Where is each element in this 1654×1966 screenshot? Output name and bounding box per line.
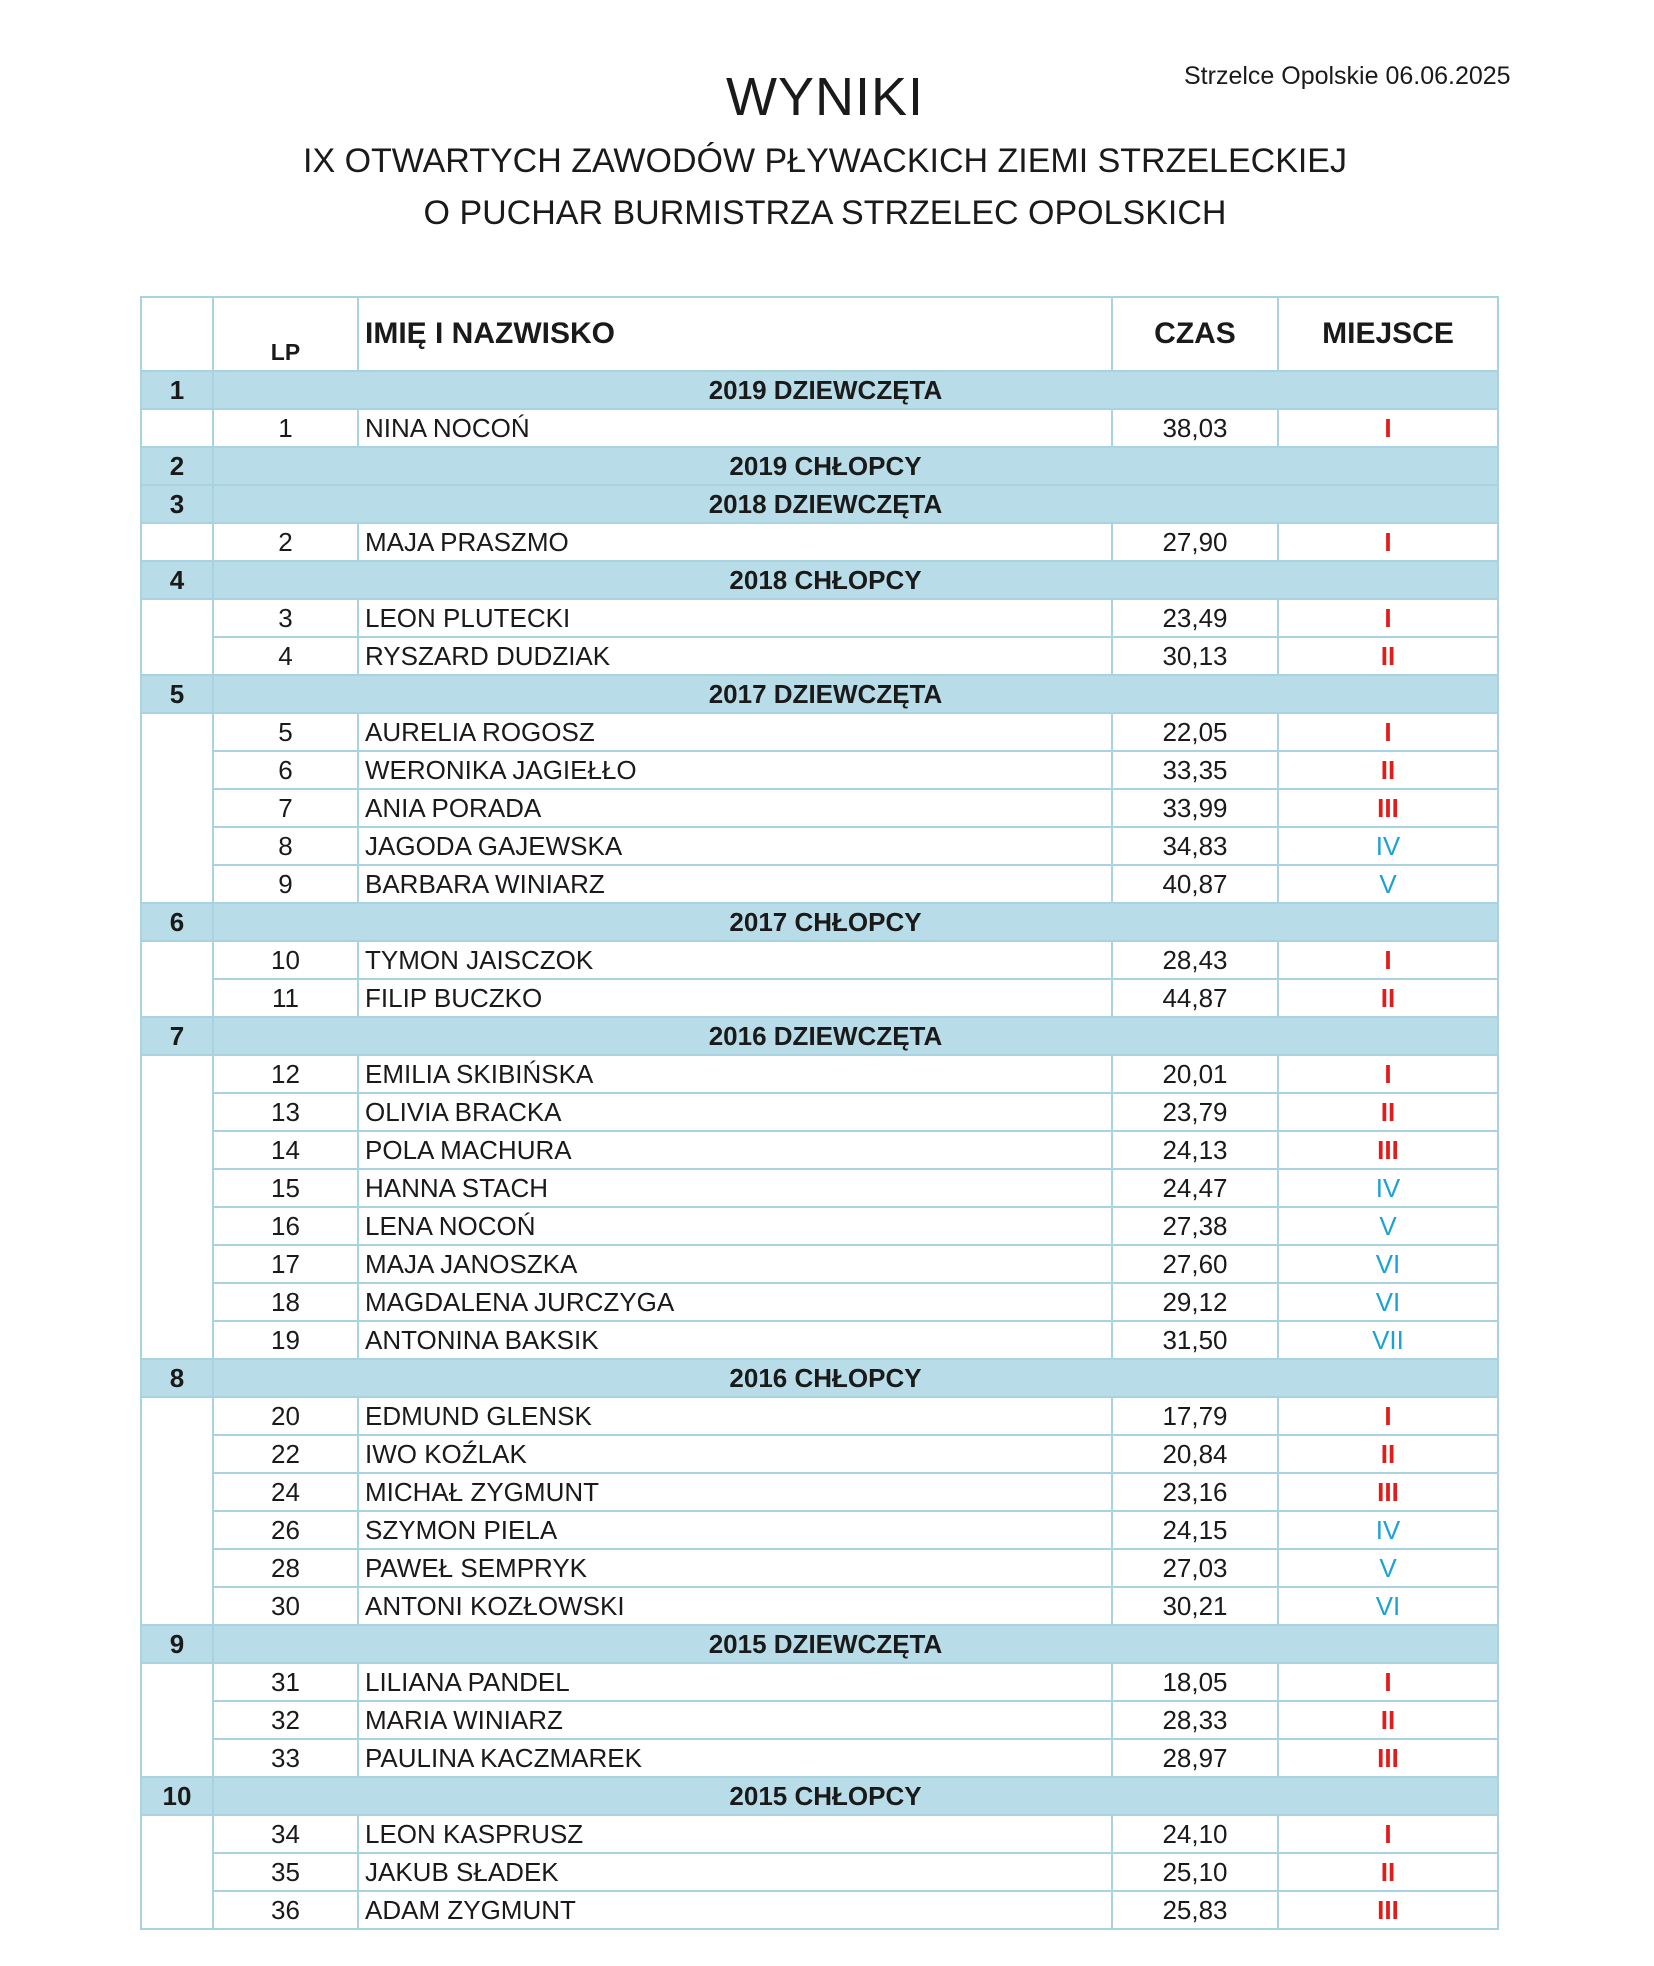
result-name: SZYMON PIELA [358, 1511, 1112, 1549]
result-time: 33,35 [1112, 751, 1278, 789]
result-lp: 22 [213, 1435, 358, 1473]
result-lp: 18 [213, 1283, 358, 1321]
category-number: 2 [141, 447, 213, 485]
result-lp: 7 [213, 789, 358, 827]
result-lp: 9 [213, 865, 358, 903]
table-row [141, 1055, 1498, 1093]
category-spacer-cell [141, 1397, 213, 1625]
result-name: IWO KOŹLAK [358, 1435, 1112, 1473]
result-place: IV [1278, 827, 1498, 865]
result-time: 33,99 [1112, 789, 1278, 827]
result-place: I [1278, 1815, 1498, 1853]
result-name: NINA NOCOŃ [358, 409, 1112, 447]
category-number: 9 [141, 1625, 213, 1663]
category-label: 2016 DZIEWCZĘTA [213, 1017, 1498, 1055]
category-row [141, 1359, 1498, 1397]
result-time: 27,60 [1112, 1245, 1278, 1283]
result-place: I [1278, 409, 1498, 447]
category-spacer-cell [141, 1663, 213, 1777]
result-time: 44,87 [1112, 979, 1278, 1017]
category-number: 5 [141, 675, 213, 713]
result-time: 40,87 [1112, 865, 1278, 903]
category-spacer-cell [141, 409, 213, 447]
result-place: I [1278, 523, 1498, 561]
table-row [141, 1283, 1498, 1321]
result-name: LENA NOCOŃ [358, 1207, 1112, 1245]
result-lp: 26 [213, 1511, 358, 1549]
category-number: 1 [141, 371, 213, 409]
result-time: 27,03 [1112, 1549, 1278, 1587]
table-row [141, 865, 1498, 903]
result-name: FILIP BUCZKO [358, 979, 1112, 1017]
table-row [141, 789, 1498, 827]
category-row [141, 903, 1498, 941]
result-time: 24,10 [1112, 1815, 1278, 1853]
table-header-row [141, 297, 1498, 371]
table-row [141, 713, 1498, 751]
category-row [141, 561, 1498, 599]
category-label: 2019 CHŁOPCY [213, 447, 1498, 485]
result-name: ANTONINA BAKSIK [358, 1321, 1112, 1359]
result-name: LEON PLUTECKI [358, 599, 1112, 637]
table-row [141, 941, 1498, 979]
result-place: I [1278, 1397, 1498, 1435]
result-name: HANNA STACH [358, 1169, 1112, 1207]
category-spacer-cell [141, 941, 213, 1017]
category-label: 2017 CHŁOPCY [213, 903, 1498, 941]
result-place: II [1278, 1701, 1498, 1739]
category-number: 6 [141, 903, 213, 941]
result-place: V [1278, 865, 1498, 903]
table-row [141, 409, 1498, 447]
result-time: 22,05 [1112, 713, 1278, 751]
result-place: II [1278, 637, 1498, 675]
results-table [140, 296, 1499, 1930]
table-row [141, 979, 1498, 1017]
category-label: 2017 DZIEWCZĘTA [213, 675, 1498, 713]
category-row [141, 371, 1498, 409]
result-place: VI [1278, 1283, 1498, 1321]
result-time: 30,21 [1112, 1587, 1278, 1625]
header-lp: LP [213, 297, 358, 371]
table-row [141, 751, 1498, 789]
result-lp: 20 [213, 1397, 358, 1435]
result-name: PAULINA KACZMAREK [358, 1739, 1112, 1777]
result-time: 24,15 [1112, 1511, 1278, 1549]
result-name: MAGDALENA JURCZYGA [358, 1283, 1112, 1321]
result-time: 28,43 [1112, 941, 1278, 979]
result-lp: 35 [213, 1853, 358, 1891]
result-name: AURELIA ROGOSZ [358, 713, 1112, 751]
header-name: IMIĘ I NAZWISKO [358, 297, 1112, 371]
result-name: JAGODA GAJEWSKA [358, 827, 1112, 865]
table-row [141, 1891, 1498, 1929]
result-place: I [1278, 941, 1498, 979]
table-row [141, 1245, 1498, 1283]
result-time: 31,50 [1112, 1321, 1278, 1359]
result-lp: 3 [213, 599, 358, 637]
category-label: 2016 CHŁOPCY [213, 1359, 1498, 1397]
result-place: IV [1278, 1511, 1498, 1549]
result-lp: 34 [213, 1815, 358, 1853]
document-date-place: Strzelce Opolskie 06.06.2025 [1184, 62, 1511, 90]
result-name: ANIA PORADA [358, 789, 1112, 827]
result-lp: 30 [213, 1587, 358, 1625]
result-name: MAJA JANOSZKA [358, 1245, 1112, 1283]
results-table-body [141, 297, 1498, 1929]
table-row [141, 1321, 1498, 1359]
table-row [141, 523, 1498, 561]
result-time: 20,84 [1112, 1435, 1278, 1473]
result-time: 23,79 [1112, 1093, 1278, 1131]
result-name: OLIVIA BRACKA [358, 1093, 1112, 1131]
result-place: V [1278, 1549, 1498, 1587]
result-time: 30,13 [1112, 637, 1278, 675]
result-time: 20,01 [1112, 1055, 1278, 1093]
result-name: EDMUND GLENSK [358, 1397, 1112, 1435]
result-time: 27,90 [1112, 523, 1278, 561]
result-lp: 10 [213, 941, 358, 979]
result-place: I [1278, 1055, 1498, 1093]
category-row [141, 447, 1498, 485]
category-label: 2018 DZIEWCZĘTA [213, 485, 1498, 523]
result-name: WERONIKA JAGIEŁŁO [358, 751, 1112, 789]
result-name: LEON KASPRUSZ [358, 1815, 1112, 1853]
result-lp: 6 [213, 751, 358, 789]
document-subtitle-line-2: O PUCHAR BURMISTRZA STRZELEC OPOLSKICH [423, 194, 1227, 232]
result-time: 27,38 [1112, 1207, 1278, 1245]
result-lp: 31 [213, 1663, 358, 1701]
header-group-cell [141, 297, 213, 371]
result-lp: 4 [213, 637, 358, 675]
category-number: 7 [141, 1017, 213, 1055]
result-lp: 13 [213, 1093, 358, 1131]
header-time: CZAS [1112, 297, 1278, 371]
result-time: 34,83 [1112, 827, 1278, 865]
result-place: III [1278, 789, 1498, 827]
result-time: 25,83 [1112, 1891, 1278, 1929]
result-place: VII [1278, 1321, 1498, 1359]
category-label: 2018 CHŁOPCY [213, 561, 1498, 599]
table-row [141, 1587, 1498, 1625]
result-time: 28,33 [1112, 1701, 1278, 1739]
category-number: 8 [141, 1359, 213, 1397]
result-name: RYSZARD DUDZIAK [358, 637, 1112, 675]
result-time: 23,16 [1112, 1473, 1278, 1511]
result-lp: 36 [213, 1891, 358, 1929]
document-title: WYNIKI [725, 67, 924, 127]
category-number: 3 [141, 485, 213, 523]
result-lp: 17 [213, 1245, 358, 1283]
category-row [141, 485, 1498, 523]
result-place: III [1278, 1131, 1498, 1169]
result-lp: 5 [213, 713, 358, 751]
result-lp: 32 [213, 1701, 358, 1739]
category-spacer-cell [141, 599, 213, 675]
result-lp: 19 [213, 1321, 358, 1359]
result-time: 38,03 [1112, 409, 1278, 447]
category-spacer-cell [141, 523, 213, 561]
table-row [141, 1739, 1498, 1777]
result-name: MICHAŁ ZYGMUNT [358, 1473, 1112, 1511]
result-lp: 11 [213, 979, 358, 1017]
result-name: PAWEŁ SEMPRYK [358, 1549, 1112, 1587]
category-row [141, 675, 1498, 713]
table-row [141, 1853, 1498, 1891]
result-lp: 16 [213, 1207, 358, 1245]
table-row [141, 599, 1498, 637]
result-name: ADAM ZYGMUNT [358, 1891, 1112, 1929]
result-name: ANTONI KOZŁOWSKI [358, 1587, 1112, 1625]
result-time: 23,49 [1112, 599, 1278, 637]
result-place: II [1278, 1853, 1498, 1891]
table-row [141, 1815, 1498, 1853]
result-name: MARIA WINIARZ [358, 1701, 1112, 1739]
document-subtitle-line-1: IX OTWARTYCH ZAWODÓW PŁYWACKICH ZIEMI STRZELECKIEJ [303, 142, 1347, 180]
result-lp: 1 [213, 409, 358, 447]
category-label: 2019 DZIEWCZĘTA [213, 371, 1498, 409]
result-name: MAJA PRASZMO [358, 523, 1112, 561]
result-name: TYMON JAISCZOK [358, 941, 1112, 979]
result-place: I [1278, 713, 1498, 751]
result-place: II [1278, 751, 1498, 789]
result-time: 29,12 [1112, 1283, 1278, 1321]
result-place: VI [1278, 1245, 1498, 1283]
result-place: VI [1278, 1587, 1498, 1625]
result-lp: 28 [213, 1549, 358, 1587]
result-name: BARBARA WINIARZ [358, 865, 1112, 903]
category-row [141, 1017, 1498, 1055]
result-name: POLA MACHURA [358, 1131, 1112, 1169]
category-spacer-cell [141, 1815, 213, 1929]
result-place: II [1278, 979, 1498, 1017]
table-row [141, 1131, 1498, 1169]
result-place: III [1278, 1891, 1498, 1929]
table-row [141, 1169, 1498, 1207]
table-row [141, 827, 1498, 865]
result-place: II [1278, 1093, 1498, 1131]
category-spacer-cell [141, 713, 213, 903]
table-row [141, 1397, 1498, 1435]
table-row [141, 1511, 1498, 1549]
result-time: 18,05 [1112, 1663, 1278, 1701]
result-lp: 15 [213, 1169, 358, 1207]
result-lp: 24 [213, 1473, 358, 1511]
table-row [141, 1663, 1498, 1701]
result-lp: 33 [213, 1739, 358, 1777]
result-time: 24,47 [1112, 1169, 1278, 1207]
result-name: LILIANA PANDEL [358, 1663, 1112, 1701]
result-place: III [1278, 1473, 1498, 1511]
category-number: 10 [141, 1777, 213, 1815]
category-row [141, 1777, 1498, 1815]
result-time: 17,79 [1112, 1397, 1278, 1435]
category-label: 2015 CHŁOPCY [213, 1777, 1498, 1815]
table-row [141, 1549, 1498, 1587]
table-row [141, 1435, 1498, 1473]
table-row [141, 1093, 1498, 1131]
table-row [141, 1207, 1498, 1245]
result-place: III [1278, 1739, 1498, 1777]
result-place: IV [1278, 1169, 1498, 1207]
table-row [141, 637, 1498, 675]
result-place: V [1278, 1207, 1498, 1245]
result-place: I [1278, 1663, 1498, 1701]
result-name: EMILIA SKIBIŃSKA [358, 1055, 1112, 1093]
result-lp: 8 [213, 827, 358, 865]
table-row [141, 1473, 1498, 1511]
category-label: 2015 DZIEWCZĘTA [213, 1625, 1498, 1663]
header-place: MIEJSCE [1278, 297, 1498, 371]
result-place: II [1278, 1435, 1498, 1473]
result-time: 28,97 [1112, 1739, 1278, 1777]
result-time: 25,10 [1112, 1853, 1278, 1891]
result-place: I [1278, 599, 1498, 637]
category-spacer-cell [141, 1055, 213, 1359]
result-lp: 14 [213, 1131, 358, 1169]
category-number: 4 [141, 561, 213, 599]
result-name: JAKUB SŁADEK [358, 1853, 1112, 1891]
result-lp: 12 [213, 1055, 358, 1093]
table-row [141, 1701, 1498, 1739]
category-row [141, 1625, 1498, 1663]
result-time: 24,13 [1112, 1131, 1278, 1169]
result-lp: 2 [213, 523, 358, 561]
